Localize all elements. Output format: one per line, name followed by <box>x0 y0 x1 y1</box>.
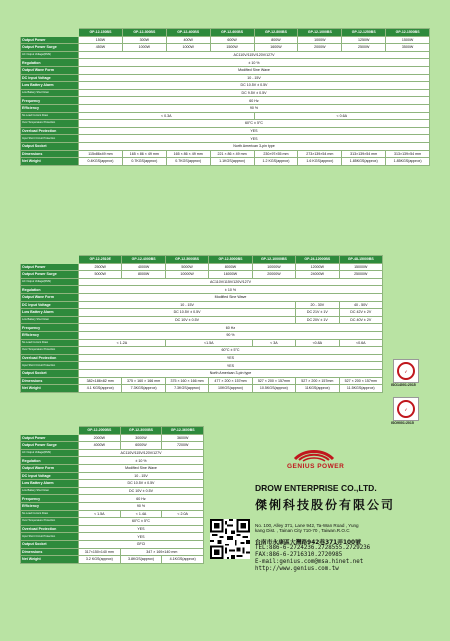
model-header: GP-12-3600BS <box>162 427 204 435</box>
table-cell: 8000W <box>122 271 165 279</box>
table-cell: 15000W <box>339 263 382 271</box>
table-cell: 10 - 15V <box>79 74 430 82</box>
table-row <box>21 316 383 324</box>
table-cell: YES <box>79 533 204 541</box>
table-row <box>21 442 204 450</box>
table-cell: North American 3-pin type <box>79 142 430 150</box>
table-cell: < 1.4A <box>120 510 162 518</box>
row-label: Low Battery Alarm <box>21 309 79 317</box>
row-label: Net Weight <box>21 556 79 564</box>
table-cell: YES <box>79 354 383 362</box>
table-cell: 24000W <box>296 271 339 279</box>
table-cell: DC 10V ± 0.5V <box>79 487 204 495</box>
fax: FAX:886-6-2716310.2720985 <box>255 552 343 558</box>
table-cell: 375 × 160 × 166 mm <box>165 377 208 385</box>
table-header-row <box>21 29 430 37</box>
table-cell: 1250W <box>342 36 386 44</box>
table-cell: 1000W <box>122 44 166 52</box>
table-row <box>21 362 383 370</box>
table-cell: 375 × 160 × 166 mm <box>122 377 165 385</box>
table-cell: 7.3KGS(approx) <box>165 385 208 393</box>
table-cell: 60°C ± 5°C <box>79 518 204 526</box>
table-cell: 2500W <box>79 263 122 271</box>
model-header: GP-12-600BS <box>210 29 254 37</box>
table-row <box>21 518 204 526</box>
table-header-row <box>21 256 383 264</box>
table-cell: 3000W <box>120 434 162 442</box>
row-label: AC Output Voltage(RMS) <box>21 449 79 457</box>
table-row <box>21 59 430 67</box>
table-cell: 1.2 KGS(approx) <box>254 158 298 166</box>
model-header: GP-12-1250BS <box>342 29 386 37</box>
table-cell: DC 10V ± 0.5V <box>79 316 296 324</box>
row-label: AC Output Voltage(RMS) <box>21 51 79 59</box>
row-label: Output Socket <box>21 540 79 548</box>
table-cell: 1.1KGS(approx) <box>210 158 254 166</box>
table-cell: 10000W <box>165 271 208 279</box>
table-row <box>21 271 383 279</box>
table-cell: 10KGS(approx) <box>209 385 252 393</box>
table-cell: 8000W <box>209 263 252 271</box>
table-row <box>21 142 430 150</box>
table-cell: 11.5KGS(approx) <box>339 385 382 393</box>
table-row <box>21 293 383 301</box>
table-cell: 4.1KGS(approx) <box>162 556 204 564</box>
table-cell: YES <box>79 135 430 143</box>
table-cell: <0.6A <box>339 339 382 347</box>
table-cell: <1.5A <box>165 339 252 347</box>
table-cell: < 0.6A <box>254 112 430 120</box>
row-label: Output Socket <box>21 369 79 377</box>
table-cell: 1.6 KGS(approx) <box>298 158 342 166</box>
table-cell: 1000W <box>166 44 210 52</box>
table-cell: 90 % <box>79 502 204 510</box>
table-cell: ± 10 % <box>79 59 430 67</box>
row-label: Output Power Surge <box>21 44 79 52</box>
row-label: Over Temperature Protection <box>21 120 79 128</box>
table-cell: 40 - 50V <box>339 301 382 309</box>
table-cell: 3600W <box>162 434 204 442</box>
table-cell: 1600W <box>254 44 298 52</box>
table-row <box>21 556 204 564</box>
row-label: Overload Protection <box>21 525 79 533</box>
spec-table-1 <box>20 28 430 166</box>
table-cell: 450W <box>79 44 123 52</box>
table-cell: 313×139×54 mm <box>386 150 430 158</box>
row-label: Regulation <box>21 286 79 294</box>
table-cell: 0.4KGS(approx) <box>79 158 123 166</box>
table-row <box>21 502 204 510</box>
table-row <box>21 66 430 74</box>
table-corner <box>21 427 79 435</box>
table-cell: 313×139×54 mm <box>342 150 386 158</box>
iso14001-cert-logo <box>393 359 419 383</box>
model-header: GP-48-15000BS <box>339 256 382 264</box>
iso9001-cert-logo <box>393 397 419 421</box>
table-cell: 527 × 200 × 157mm <box>339 377 382 385</box>
table-cell: 6000W <box>120 442 162 450</box>
table-row <box>21 510 204 518</box>
table-cell: 382×186×82 mm <box>79 377 122 385</box>
table-cell: 527 × 200 × 157mm <box>296 377 339 385</box>
model-header: GP-12-800BS <box>254 29 298 37</box>
table-cell: 1500W <box>210 44 254 52</box>
row-label: DC Input Voltage <box>21 472 79 480</box>
row-label: Efficiency <box>21 331 79 339</box>
table-cell: < 2.0A <box>162 510 204 518</box>
table-row <box>21 286 383 294</box>
model-header: GP-12-300BS <box>122 29 166 37</box>
row-label: Output Power <box>21 263 79 271</box>
table-cell: 20000W <box>252 271 295 279</box>
table-cell: 16000W <box>209 271 252 279</box>
table-cell: 115x86x49 mm <box>79 150 123 158</box>
table-cell: < 1.5A <box>79 510 121 518</box>
table-row <box>21 82 430 90</box>
table-cell: 5000W <box>165 263 208 271</box>
table-cell: 60 Hz <box>79 324 383 332</box>
table-cell: 2000W <box>298 44 342 52</box>
table-cell: AC110V/115V/120V/127V <box>79 278 383 286</box>
row-label: Input Short Circuit Protection <box>21 135 79 143</box>
table-row <box>21 51 430 59</box>
table-row <box>21 434 204 442</box>
table-cell: DC 40V ± 2V <box>339 316 382 324</box>
model-header: GP-12-10000BS <box>252 256 295 264</box>
row-label: Dimensions <box>21 548 79 556</box>
table-cell: 10 - 15V <box>79 472 204 480</box>
table-cell: 3500W <box>386 44 430 52</box>
table-cell: 1.85KGS(approx) <box>386 158 430 166</box>
table-row <box>21 472 204 480</box>
table-cell: 60 Hz <box>79 495 204 503</box>
table-row <box>21 44 430 52</box>
model-header: GP-12-3000BS <box>120 427 162 435</box>
table-cell: 4000W <box>122 263 165 271</box>
table-cell: 1000W <box>298 36 342 44</box>
table-row <box>21 347 383 355</box>
model-header: GP-24-12000BS <box>296 256 339 264</box>
table-row <box>21 495 204 503</box>
row-label: Output Power <box>21 434 79 442</box>
table-row <box>21 369 383 377</box>
table-cell: 60°C ± 5°C <box>79 120 430 128</box>
row-label: DC Input Voltage <box>21 74 79 82</box>
row-label: Input Short Circuit Protection <box>21 533 79 541</box>
table-cell: 12000W <box>296 263 339 271</box>
model-header: GP-12-1000BS <box>298 29 342 37</box>
table-cell: 2500W <box>342 44 386 52</box>
iso9001-label: ISO9001:2015 <box>391 421 414 425</box>
row-label: Over Temperature Protection <box>21 347 79 355</box>
address-chinese: 台南市永康區大灣路942巷371弄100號 <box>255 540 361 546</box>
table-cell: ± 10 % <box>79 286 383 294</box>
row-label: Output Wave Form <box>21 293 79 301</box>
row-label: Over Temperature Protection <box>21 518 79 526</box>
table-cell: 347 × 169×140 mm <box>120 548 203 556</box>
table-cell: DC 9.5V ± 0.5V <box>79 89 430 97</box>
model-header: GP-12-4000BS <box>122 256 165 264</box>
row-label: Regulation <box>21 59 79 67</box>
row-label: Frequency <box>21 97 79 105</box>
table-cell: 5000W <box>79 271 122 279</box>
row-label: Output Power <box>21 36 79 44</box>
row-label: No Load Current Draw <box>21 339 79 347</box>
table-row <box>21 301 383 309</box>
table-cell: 527 × 200 × 157mm <box>252 377 295 385</box>
table-cell: 0.7KGS(approx) <box>122 158 166 166</box>
table-row <box>21 540 204 548</box>
table-row <box>21 104 430 112</box>
table-cell: 4000W <box>79 442 121 450</box>
table-row <box>21 533 204 541</box>
model-header: GP-12-2000BS <box>79 427 121 435</box>
row-label: Low Battery Shut Down <box>21 487 79 495</box>
table-cell: 3.2 KGS(approx) <box>79 556 121 564</box>
table-cell: 221 × 86 × 49 mm <box>210 150 254 158</box>
company-name-chinese: 傑俐科技股份有限公司 <box>255 498 396 512</box>
table-cell: ± 10 % <box>79 457 204 465</box>
table-row <box>21 354 383 362</box>
table-cell: 4.1 KGS(approx) <box>79 385 122 393</box>
certification-icon: ✓ <box>397 362 415 380</box>
certification-icon: ✓ <box>397 400 415 418</box>
table-cell: DC 42V ± 2V <box>339 309 382 317</box>
row-label: Frequency <box>21 324 79 332</box>
table-cell: 60 Hz <box>79 97 430 105</box>
row-label: Low Battery Alarm <box>21 82 79 90</box>
table-row <box>21 135 430 143</box>
table-cell: 230×97×55 mm <box>254 150 298 158</box>
table-cell: 1.85KGS(approx) <box>342 158 386 166</box>
contact-info <box>255 545 445 573</box>
table-row <box>21 74 430 82</box>
table-cell: 7200W <box>162 442 204 450</box>
table-cell: 165 × 86 × 49 mm <box>122 150 166 158</box>
table-cell: GFCI <box>79 540 204 548</box>
logo-text: GENIUS POWER <box>287 463 345 470</box>
table-cell: 1500W <box>386 36 430 44</box>
table-corner <box>21 29 79 37</box>
row-label: Overload Protection <box>21 127 79 135</box>
table-row <box>21 487 204 495</box>
table-row <box>21 36 430 44</box>
table-cell: 317×150×140 mm <box>79 548 121 556</box>
table-cell: 10000W <box>252 263 295 271</box>
table-cell: 20 - 30V <box>296 301 339 309</box>
table-row <box>21 324 383 332</box>
table-row <box>21 480 204 488</box>
table-cell: < 0.3A <box>79 112 255 120</box>
table-cell: < 1.2A <box>79 339 166 347</box>
table-row <box>21 112 430 120</box>
company-address <box>255 523 445 534</box>
row-label: Efficiency <box>21 502 79 510</box>
table-cell: 25000W <box>339 271 382 279</box>
table-cell: 7.3KGS(approx) <box>122 385 165 393</box>
address-line-1: No. 100, Alley 371, Lane 942, Ta-Wan Road , Yung <box>255 523 359 528</box>
table-header-row <box>21 427 204 435</box>
table-cell: 165 × 86 × 49 mm <box>166 150 210 158</box>
row-label: DC Input Voltage <box>21 301 79 309</box>
table-row <box>21 263 383 271</box>
model-header: GP-12-400BS <box>166 29 210 37</box>
spec-table-2 <box>20 255 383 393</box>
table-cell: 2000W <box>79 434 121 442</box>
table-cell: AC110V/115V/120V/127V <box>79 449 204 457</box>
address-line-2: kang Dist. , Tainan City 710-70 , Taiwan.R.O.C <box>255 528 350 534</box>
table-row <box>21 339 383 347</box>
row-label: Low Battery Shut Down <box>21 89 79 97</box>
table-cell: 400W <box>166 36 210 44</box>
row-label: AC Output Voltage(RMS) <box>21 278 79 286</box>
table-row <box>21 377 383 385</box>
row-label: Input Short Circuit Protection <box>21 362 79 370</box>
row-label: Low Battery Shut Down <box>21 316 79 324</box>
qr-code-icon <box>210 519 250 559</box>
table-row <box>21 158 430 166</box>
email-link[interactable]: E-mail:genius.com@msa.hinet.net <box>255 559 364 565</box>
row-label: Frequency <box>21 495 79 503</box>
table-cell: DC 10.5V ± 0.5V <box>79 480 204 488</box>
row-label: Dimensions <box>21 150 79 158</box>
table-cell: <0.8A <box>296 339 339 347</box>
table-cell: Modified Sine Wave <box>79 66 430 74</box>
table-cell: 0.7KGS(approx) <box>166 158 210 166</box>
table-row <box>21 97 430 105</box>
iso14001-label: ISO14001:2015 <box>391 383 416 387</box>
table-corner <box>21 256 79 264</box>
table-cell: 90 % <box>79 331 383 339</box>
row-label: No Load Current Draw <box>21 112 79 120</box>
table-cell: 300W <box>122 36 166 44</box>
table-cell: 273×139×54 mm <box>298 150 342 158</box>
table-cell: YES <box>79 127 430 135</box>
table-cell: 477 × 200 × 157mm <box>209 377 252 385</box>
table-cell: 800W <box>254 36 298 44</box>
table-cell: 3.8KGS(approx) <box>120 556 162 564</box>
table-cell: 10 - 15V <box>79 301 296 309</box>
row-label: Regulation <box>21 457 79 465</box>
table-cell: Modified Sine Wave <box>79 293 383 301</box>
table-cell: 150W <box>79 36 123 44</box>
model-header: GP-12-150BS <box>79 29 123 37</box>
table-cell: DC 20V ± 1V <box>296 316 339 324</box>
table-row <box>21 525 204 533</box>
table-cell: 11KGS(approx) <box>296 385 339 393</box>
table-cell: DC 21V ± 1V <box>296 309 339 317</box>
row-label: Output Power Surge <box>21 442 79 450</box>
row-label: Output Power Surge <box>21 271 79 279</box>
table-cell: North American 3-pin type <box>79 369 383 377</box>
table-cell: Modified Sine Wave <box>79 464 204 472</box>
table-cell: YES <box>79 362 383 370</box>
row-label: Output Wave Form <box>21 66 79 74</box>
model-header: GP-12-8000BS <box>209 256 252 264</box>
telephone: TEL:886-6-2724236.2728555.2729236 <box>255 545 371 551</box>
table-cell: YES <box>79 525 204 533</box>
table-row <box>21 120 430 128</box>
row-label: Output Socket <box>21 142 79 150</box>
table-cell: 10.5KGS(approx) <box>252 385 295 393</box>
table-cell: < 3A <box>252 339 295 347</box>
row-label: Net Weight <box>21 158 79 166</box>
row-label: Net Weight <box>21 385 79 393</box>
table-row <box>21 89 430 97</box>
table-row <box>21 464 204 472</box>
spec-table-3 <box>20 426 204 564</box>
table-cell: 600W <box>210 36 254 44</box>
table-row <box>21 309 383 317</box>
model-header: GP-12-1500BS <box>386 29 430 37</box>
model-header: GP-12-2510E <box>79 256 122 264</box>
table-row <box>21 385 383 393</box>
table-cell: AC110V/115V/120V/127V <box>79 51 430 59</box>
row-label: Low Battery Alarm <box>21 480 79 488</box>
table-cell: 60°C ± 5°C <box>79 347 383 355</box>
table-row <box>21 150 430 158</box>
genius-power-logo <box>255 448 373 472</box>
row-label: Efficiency <box>21 104 79 112</box>
table-cell: DC 10.5V ± 0.5V <box>79 82 430 90</box>
company-name-english: DROW ENTERPRISE CO.,LTD. <box>255 483 377 493</box>
table-row <box>21 457 204 465</box>
model-header: GP-12-5000BS <box>165 256 208 264</box>
table-cell: DC 10.5V ± 0.5V <box>79 309 296 317</box>
row-label: Output Wave Form <box>21 464 79 472</box>
table-row <box>21 278 383 286</box>
website-link[interactable]: http://www.genius.com.tw <box>255 566 339 572</box>
row-label: Dimensions <box>21 377 79 385</box>
table-row <box>21 331 383 339</box>
table-row <box>21 127 430 135</box>
table-row <box>21 449 204 457</box>
table-row <box>21 548 204 556</box>
table-cell: 90 % <box>79 104 430 112</box>
row-label: No Load Current Draw <box>21 510 79 518</box>
row-label: Overload Protection <box>21 354 79 362</box>
